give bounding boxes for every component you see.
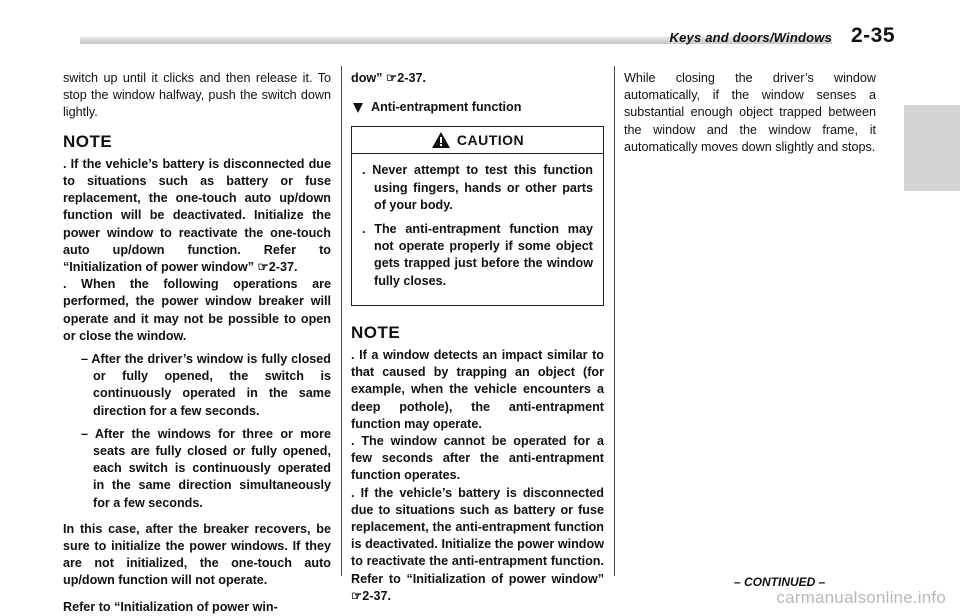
note-heading: NOTE	[351, 322, 401, 342]
triangle-down-icon	[353, 103, 363, 113]
body-paragraph: In this case, after the breaker recovers, be sure to initialize the power windows. If they are not initialized, the one-touch auto up/down function will not operate.	[63, 521, 331, 588]
note-item: . The window cannot be operated for a few seconds after the anti-entrapment function operates.	[351, 434, 604, 483]
column-divider	[614, 66, 615, 576]
caution-item: . Never attempt to test this function using fingers, hands or other parts of your body.	[362, 163, 593, 212]
caution-title: CAUTION	[456, 132, 525, 149]
continued-footer: – CONTINUED –	[734, 575, 826, 589]
subheading-label: Anti-entrapment function	[371, 100, 522, 115]
note-item: . If the vehicle’s battery is disconnected due to situations such as battery or fuse replacement, the one-touch auto up/down function will be deactivated. Initialize the power window to reactivate the one-touch auto up/down function. Refer to “Initialization of power window” ☞2-37.	[63, 156, 331, 275]
chapter-tab	[904, 105, 960, 191]
caution-header	[352, 127, 603, 154]
note-item: . If the vehicle’s battery is disconnected due to situations such as battery or fuse replacement, the anti-entrapment function is deactivated. Initialize the power window to reactivate the anti-entrapment function. Refer to “Initialization of power window” ☞2-37.	[351, 485, 604, 603]
caution-body	[352, 154, 603, 304]
body-paragraph: Refer to “Initialization of power win-	[63, 599, 278, 614]
note-item: . If a window detects an impact similar to that caused by trapping an object (for example, when the vehicle encounters a deep pothole), the anti-entrapment function may operate.	[351, 348, 604, 431]
column-2	[351, 70, 604, 605]
watermark: carmanualsonline.info	[776, 588, 946, 607]
body-paragraph: While closing the driver’s window automatically, if the window senses a substantial enough object trapped between the window and the window frame, it automatically moves down slightly and stops.	[624, 71, 876, 154]
dash-item: – After the driver’s window is fully closed or fully opened, the switch is continuously operated in the same direction for a few seconds.	[81, 352, 331, 418]
intro-text: switch up until it clicks and then release it. To stop the window halfway, push the switch down lightly.	[63, 71, 331, 120]
continued-text: dow” ☞2-37.	[351, 71, 426, 85]
warning-triangle-icon	[431, 131, 451, 149]
page-number: 2-35	[850, 24, 895, 47]
note-heading: NOTE	[63, 131, 113, 151]
column-3	[624, 70, 876, 156]
dash-item: – After the windows for three or more seats are fully closed or fully opened, each switch is continuously operated in the same direction simultaneously for a few seconds.	[81, 426, 331, 510]
caution-item: . The anti-entrapment function may not operate properly if some object gets trapped just before the window fully closes.	[362, 222, 593, 288]
note-item: . When the following operations are performed, the power window breaker will operate and it may not be possible to open or close the window.	[63, 277, 331, 343]
section-title: Keys and doors/Windows	[669, 30, 832, 45]
subheading	[351, 99, 604, 116]
column-divider	[341, 66, 342, 576]
caution-box	[351, 126, 604, 305]
column-1	[63, 70, 331, 616]
